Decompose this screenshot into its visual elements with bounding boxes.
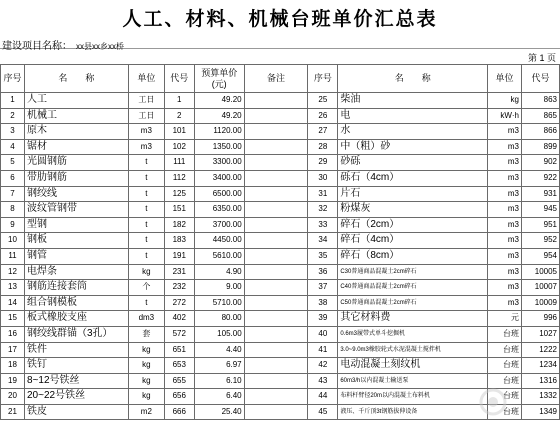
cell-code: 112 (164, 170, 194, 186)
cell-code: 666 (164, 404, 194, 420)
table-row (1, 280, 560, 296)
table-row (1, 139, 560, 155)
cell-name-2: 砾石（4cm） (338, 170, 488, 186)
cell-code: 572 (164, 326, 194, 342)
table-row (1, 264, 560, 280)
cell-unit: 个 (128, 280, 164, 296)
cell-name: 人工 (24, 93, 128, 109)
cell-name: 铁皮 (24, 404, 128, 420)
cell-remark (244, 170, 308, 186)
cell-remark (244, 404, 308, 420)
cell-unit-2: m3 (488, 124, 522, 140)
price-summary-table (0, 64, 560, 420)
cell-seq-2: 43 (308, 373, 338, 389)
cell-code: 655 (164, 373, 194, 389)
cell-unit-2: m3 (488, 280, 522, 296)
table-body (1, 93, 560, 420)
table-row (1, 248, 560, 264)
cell-remark (244, 295, 308, 311)
header-name: 名 称 (24, 65, 128, 93)
cell-price: 6350.00 (194, 202, 244, 218)
cell-remark (244, 233, 308, 249)
project-line (2, 37, 124, 52)
cell-name: 锯材 (24, 139, 128, 155)
cell-seq-2: 33 (308, 217, 338, 233)
cell-price: 80.00 (194, 311, 244, 327)
cell-price: 4.90 (194, 264, 244, 280)
cell-remark (244, 108, 308, 124)
table-row (1, 186, 560, 202)
cell-code: 125 (164, 186, 194, 202)
cell-code-2: 865 (521, 108, 559, 124)
cell-unit-2: 台班 (488, 389, 522, 405)
cell-name-2: 碎石（2cm） (338, 217, 488, 233)
cell-remark (244, 124, 308, 140)
cell-seq-2: 34 (308, 233, 338, 249)
cell-unit-2: m3 (488, 264, 522, 280)
cell-code: 656 (164, 389, 194, 405)
cell-name-2: 砂砾 (338, 155, 488, 171)
table-row (1, 295, 560, 311)
cell-seq-2: 39 (308, 311, 338, 327)
cell-unit: 套 (128, 326, 164, 342)
cell-price: 49.20 (194, 108, 244, 124)
cell-remark (244, 311, 308, 327)
header-price: 预算单价 (元) (194, 65, 244, 93)
cell-name-2: 液压、千斤顶3t钢筋拔伸设备 (338, 404, 488, 420)
cell-unit-2: 台班 (488, 342, 522, 358)
cell-price: 9.00 (194, 280, 244, 296)
cell-remark (244, 389, 308, 405)
cell-unit-2: m3 (488, 155, 522, 171)
cell-price: 25.40 (194, 404, 244, 420)
page-number: 第 1 页 (527, 53, 556, 63)
table-row (1, 124, 560, 140)
cell-code-2: 1234 (521, 358, 559, 374)
table-row (1, 342, 560, 358)
cell-unit-2: 台班 (488, 358, 522, 374)
cell-name: 电焊条 (24, 264, 128, 280)
cell-price: 1120.00 (194, 124, 244, 140)
cell-seq-2: 25 (308, 93, 338, 109)
cell-code-2: 922 (521, 170, 559, 186)
cell-code-2: 945 (521, 202, 559, 218)
cell-seq: 13 (1, 280, 25, 296)
cell-price: 1350.00 (194, 139, 244, 155)
cell-code-2: 902 (521, 155, 559, 171)
cell-unit-2: m3 (488, 139, 522, 155)
cell-unit: kg (128, 389, 164, 405)
cell-name: 组合钢模板 (24, 295, 128, 311)
cell-code: 183 (164, 233, 194, 249)
cell-code: 182 (164, 217, 194, 233)
cell-unit: t (128, 202, 164, 218)
cell-seq: 17 (1, 342, 25, 358)
cell-unit: t (128, 248, 164, 264)
cell-code: 1 (164, 93, 194, 109)
cell-unit: kg (128, 358, 164, 374)
cell-name-2: 中（粗）砂 (338, 139, 488, 155)
cell-seq-2: 31 (308, 186, 338, 202)
header-unit: 单位 (128, 65, 164, 93)
cell-remark (244, 186, 308, 202)
header-code: 代号 (164, 65, 194, 93)
cell-unit-2: m3 (488, 170, 522, 186)
cell-price: 3400.00 (194, 170, 244, 186)
cell-seq-2: 28 (308, 139, 338, 155)
cell-unit-2: 台班 (488, 326, 522, 342)
cell-name-2: 3.0~9.0m3橡胶轮式水泥混凝土搅拌机 (338, 342, 488, 358)
cell-seq: 1 (1, 93, 25, 109)
cell-name: 钢绞线群锚（3孔） (24, 326, 128, 342)
cell-code-2: 899 (521, 139, 559, 155)
cell-name-2: 碎石（4cm） (338, 233, 488, 249)
cell-name-2: C30普通商品混凝土2cm碎石 (338, 264, 488, 280)
cell-seq: 6 (1, 170, 25, 186)
cell-code-2: 1316 (521, 373, 559, 389)
cell-unit-2: m3 (488, 248, 522, 264)
cell-unit: m3 (128, 124, 164, 140)
cell-remark (244, 342, 308, 358)
cell-code-2: 951 (521, 217, 559, 233)
cell-seq-2: 30 (308, 170, 338, 186)
cell-seq: 20 (1, 389, 25, 405)
cell-price: 5710.00 (194, 295, 244, 311)
cell-remark (244, 248, 308, 264)
cell-price: 49.20 (194, 93, 244, 109)
cell-unit: 工日 (128, 108, 164, 124)
cell-code: 191 (164, 248, 194, 264)
cell-name-2: C40普通商品混凝土2cm碎石 (338, 280, 488, 296)
cell-name: 原木 (24, 124, 128, 140)
cell-seq-2: 44 (308, 389, 338, 405)
cell-seq: 7 (1, 186, 25, 202)
cell-unit-2: m3 (488, 202, 522, 218)
cell-name: 铁钉 (24, 358, 128, 374)
cell-name: 20~22号铁丝 (24, 389, 128, 405)
cell-unit: 工日 (128, 93, 164, 109)
cell-seq: 18 (1, 358, 25, 374)
header-remark: 备注 (244, 65, 308, 93)
cell-code-2: 1332 (521, 389, 559, 405)
cell-name: 钢管 (24, 248, 128, 264)
cell-unit-2: m3 (488, 186, 522, 202)
table-row (1, 358, 560, 374)
cell-seq: 15 (1, 311, 25, 327)
cell-name-2: 电动混凝土刻纹机 (338, 358, 488, 374)
header-name-2: 名 称 (338, 65, 488, 93)
table-row (1, 311, 560, 327)
cell-remark (244, 373, 308, 389)
cell-seq: 21 (1, 404, 25, 420)
table-row (1, 373, 560, 389)
cell-name-2: 片石 (338, 186, 488, 202)
cell-name-2: 水 (338, 124, 488, 140)
cell-name: 铁件 (24, 342, 128, 358)
cell-name-2: 布料杆臂径20m以内混凝土布料机 (338, 389, 488, 405)
cell-name-2: 其它材料费 (338, 311, 488, 327)
cell-price: 4.40 (194, 342, 244, 358)
cell-unit: kg (128, 342, 164, 358)
cell-seq: 5 (1, 155, 25, 171)
cell-name: 板式橡胶支座 (24, 311, 128, 327)
cell-code: 102 (164, 139, 194, 155)
cell-seq: 19 (1, 373, 25, 389)
table-row (1, 155, 560, 171)
cell-code-2: 1349 (521, 404, 559, 420)
cell-code: 272 (164, 295, 194, 311)
cell-name-2: 电 (338, 108, 488, 124)
cell-price: 6500.00 (194, 186, 244, 202)
cell-name: 钢绞线 (24, 186, 128, 202)
cell-price: 3300.00 (194, 155, 244, 171)
cell-unit: m2 (128, 404, 164, 420)
cell-code-2: 863 (521, 93, 559, 109)
cell-unit: m3 (128, 139, 164, 155)
cell-seq: 2 (1, 108, 25, 124)
cell-remark (244, 326, 308, 342)
cell-seq: 12 (1, 264, 25, 280)
cell-name: 带肋钢筋 (24, 170, 128, 186)
cell-seq: 10 (1, 233, 25, 249)
cell-remark (244, 358, 308, 374)
cell-seq: 11 (1, 248, 25, 264)
cell-seq: 4 (1, 139, 25, 155)
table-row (1, 404, 560, 420)
header-unit-2: 单位 (488, 65, 522, 93)
cell-remark (244, 217, 308, 233)
document-title: 人工、材料、机械台班单价汇总表 (122, 9, 438, 30)
cell-code-2: 10009 (521, 295, 559, 311)
cell-price: 6.97 (194, 358, 244, 374)
cell-seq-2: 26 (308, 108, 338, 124)
cell-remark (244, 93, 308, 109)
cell-code: 151 (164, 202, 194, 218)
cell-code-2: 954 (521, 248, 559, 264)
cell-remark (244, 139, 308, 155)
cell-price: 6.40 (194, 389, 244, 405)
cell-unit: t (128, 155, 164, 171)
cell-seq: 9 (1, 217, 25, 233)
cell-unit: kg (128, 264, 164, 280)
cell-name-2: C50普通商品混凝土2cm碎石 (338, 295, 488, 311)
cell-code-2: 1027 (521, 326, 559, 342)
cell-name-2: 60m3/h以内混凝土输送泵 (338, 373, 488, 389)
cell-code-2: 996 (521, 311, 559, 327)
cell-seq-2: 45 (308, 404, 338, 420)
cell-seq-2: 29 (308, 155, 338, 171)
cell-code: 232 (164, 280, 194, 296)
cell-name: 机械工 (24, 108, 128, 124)
cell-name-2: 粉煤灰 (338, 202, 488, 218)
cell-unit: t (128, 233, 164, 249)
cell-name: 钢板 (24, 233, 128, 249)
project-value: xx县xx乡xx桥 (76, 42, 124, 51)
cell-remark (244, 155, 308, 171)
cell-seq-2: 42 (308, 358, 338, 374)
cell-name-2: 碎石（8cm） (338, 248, 488, 264)
cell-code-2: 1222 (521, 342, 559, 358)
cell-name: 光圆钢筋 (24, 155, 128, 171)
cell-unit: dm3 (128, 311, 164, 327)
cell-code: 651 (164, 342, 194, 358)
cell-name: 型钢 (24, 217, 128, 233)
cell-unit-2: 元 (488, 311, 522, 327)
cell-code-2: 866 (521, 124, 559, 140)
cell-unit: t (128, 170, 164, 186)
cell-unit-2: kg (488, 93, 522, 109)
cell-name: 8~12号铁丝 (24, 373, 128, 389)
cell-code: 231 (164, 264, 194, 280)
cell-seq-2: 37 (308, 280, 338, 296)
cell-name-2: 柴油 (338, 93, 488, 109)
header-row (1, 65, 560, 93)
cell-name: 波纹管钢带 (24, 202, 128, 218)
table-row (1, 389, 560, 405)
cell-seq-2: 36 (308, 264, 338, 280)
cell-remark (244, 280, 308, 296)
cell-code-2: 10005 (521, 264, 559, 280)
header-seq-2: 序号 (308, 65, 338, 93)
header-code-2: 代号 (521, 65, 559, 93)
cell-code: 402 (164, 311, 194, 327)
cell-seq-2: 41 (308, 342, 338, 358)
cell-unit-2: 台班 (488, 404, 522, 420)
cell-unit-2: kW·h (488, 108, 522, 124)
cell-code-2: 10007 (521, 280, 559, 296)
cell-unit: t (128, 295, 164, 311)
cell-code-2: 952 (521, 233, 559, 249)
cell-seq-2: 35 (308, 248, 338, 264)
cell-code: 653 (164, 358, 194, 374)
cell-unit-2: 台班 (488, 373, 522, 389)
table-row (1, 108, 560, 124)
cell-unit-2: m3 (488, 217, 522, 233)
cell-price: 6.10 (194, 373, 244, 389)
cell-seq-2: 27 (308, 124, 338, 140)
cell-seq-2: 32 (308, 202, 338, 218)
table-row (1, 170, 560, 186)
cell-remark (244, 264, 308, 280)
cell-price: 5610.00 (194, 248, 244, 264)
cell-price: 105.00 (194, 326, 244, 342)
cell-price: 3700.00 (194, 217, 244, 233)
cell-unit-2: m3 (488, 233, 522, 249)
cell-seq: 14 (1, 295, 25, 311)
cell-unit: t (128, 217, 164, 233)
cell-unit: t (128, 186, 164, 202)
cell-seq: 3 (1, 124, 25, 140)
cell-price: 4450.00 (194, 233, 244, 249)
cell-seq: 8 (1, 202, 25, 218)
table-row (1, 217, 560, 233)
cell-unit: kg (128, 373, 164, 389)
cell-seq-2: 38 (308, 295, 338, 311)
header-seq: 序号 (1, 65, 25, 93)
cell-seq: 16 (1, 326, 25, 342)
table-row (1, 202, 560, 218)
cell-code: 111 (164, 155, 194, 171)
cell-code: 2 (164, 108, 194, 124)
project-label: 建设项目名称： (2, 41, 72, 52)
cell-remark (244, 202, 308, 218)
table-row (1, 93, 560, 109)
cell-name-2: 0.6m3履带式单斗挖掘机 (338, 326, 488, 342)
cell-seq-2: 40 (308, 326, 338, 342)
cell-name: 钢筋连接套筒 (24, 280, 128, 296)
table-row (1, 233, 560, 249)
watermark-icon (478, 387, 508, 417)
watermark-logo (478, 387, 554, 417)
cell-code: 101 (164, 124, 194, 140)
table-row (1, 326, 560, 342)
cell-code-2: 931 (521, 186, 559, 202)
cell-unit-2: m3 (488, 295, 522, 311)
